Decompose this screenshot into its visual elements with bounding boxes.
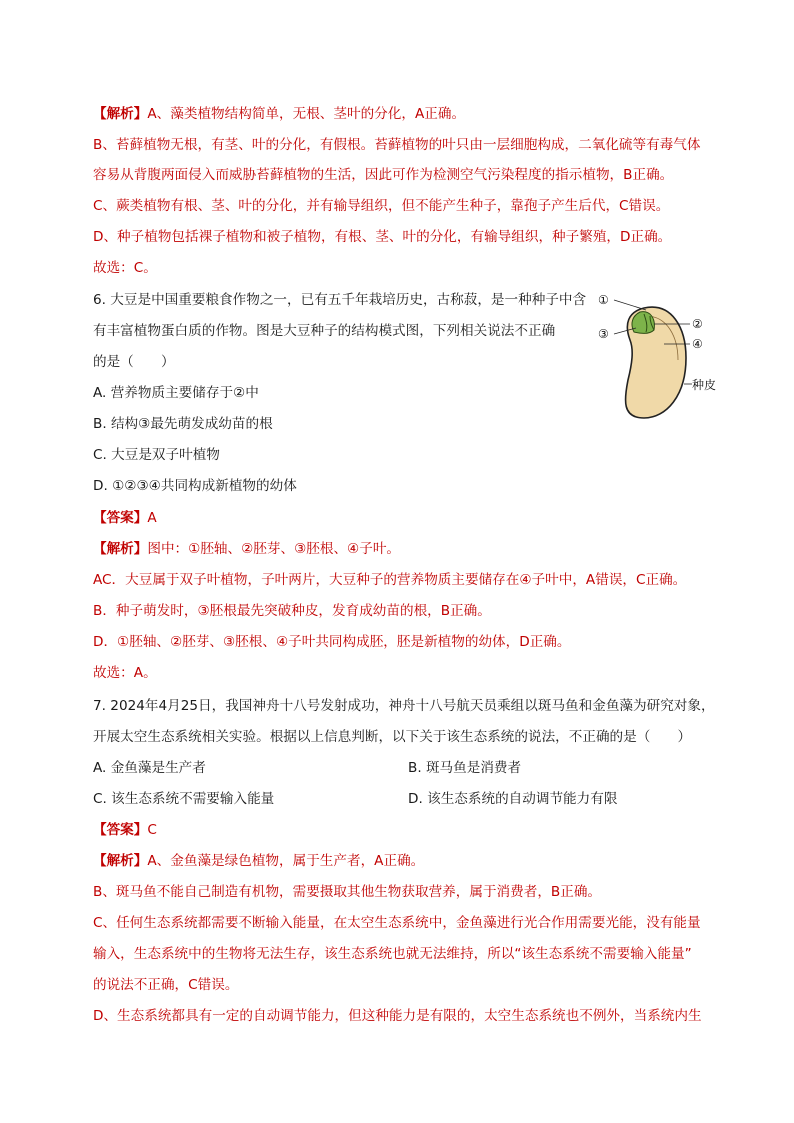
- q6-answer: [93, 508, 157, 528]
- q6-analysis-tag: 【解析】: [93, 541, 148, 557]
- q7-analysis-c-line1: C、任何生态系统都需要不断输入能量，在太空生态系统中，金鱼藻进行光合作用需要光能，没有能量: [93, 915, 701, 931]
- q6-option-c: C. 大豆是双子叶植物: [93, 447, 220, 463]
- q5-analysis-b-line1: B、苔藓植物无根，有茎、叶的分化，有假根。苔藓植物的叶只由一层细胞构成，二氧化硫等有毒气体: [93, 137, 701, 153]
- q7-answer: [93, 820, 157, 840]
- q6-answer-tag: 【答案】: [93, 510, 148, 526]
- diagram-label-2: ②: [692, 317, 703, 331]
- q6-analysis-intro: [93, 539, 400, 559]
- q6-option-a: A. 营养物质主要储存于②中: [93, 385, 259, 401]
- q6-analysis-b: B．种子萌发时，③胚根最先突破种皮，发育成幼苗的根，B正确。: [93, 603, 491, 619]
- q7-analysis-tag: 【解析】: [93, 853, 148, 869]
- q7-option-d: D. 该生态系统的自动调节能力有限: [408, 791, 618, 807]
- q5-analysis-a: [93, 104, 465, 124]
- q7-analysis-c-line2: 输入，生态系统中的生物将无法生存，该生态系统也就无法维持，所以“该生态系统不需要输入能量”: [93, 946, 692, 962]
- q7-option-c: C. 该生态系统不需要输入能量: [93, 791, 275, 807]
- q5-analysis-d: D、种子植物包括裸子植物和被子植物，有根、茎、叶的分化，有输导组织，种子繁殖，D正确。: [93, 229, 672, 245]
- q7-answer-tag: 【答案】: [93, 822, 148, 838]
- soybean-seed-diagram: [594, 288, 734, 428]
- q5-choice: 故选：C。: [93, 260, 157, 276]
- q6-option-d: D. ①②③④共同构成新植物的幼体: [93, 478, 297, 494]
- q5-analysis-a-text: A、藻类植物结构简单，无根、茎叶的分化，A正确。: [147, 106, 466, 122]
- q7-analysis-a-text: A、金鱼藻是绿色植物，属于生产者，A正确。: [147, 853, 425, 869]
- q7-analysis-a: [93, 851, 424, 871]
- q6-stem-line1: 6. 大豆是中国重要粮食作物之一，已有五千年栽培历史，古称菽，是一种种子中含: [93, 292, 587, 308]
- q6-option-b: B. 结构③最先萌发成幼苗的根: [93, 416, 273, 432]
- diagram-label-4: ④: [692, 337, 703, 351]
- diagram-label-3: ③: [598, 327, 609, 341]
- q7-analysis-d: D、生态系统都具有一定的自动调节能力，但这种能力是有限的，太空生态系统也不例外，当系统内生: [93, 1008, 702, 1024]
- q6-stem-line3: 的是（ ）: [93, 354, 175, 370]
- q5-analysis-tag: 【解析】: [93, 106, 148, 122]
- q5-analysis-c: C、蕨类植物有根、茎、叶的分化，并有输导组织，但不能产生种子，靠孢子产生后代，C错误。: [93, 198, 670, 214]
- q6-analysis-d: D．①胚轴、②胚芽、③胚根、④子叶共同构成胚，胚是新植物的幼体，D正确。: [93, 634, 571, 650]
- q6-analysis-ac: AC．大豆属于双子叶植物，子叶两片，大豆种子的营养物质主要储存在④子叶中，A错误，C正确。: [93, 572, 687, 588]
- q5-analysis-b-line2: 容易从背腹两面侵入而威胁苔藓植物的生活，因此可作为检测空气污染程度的指示植物，B正确。: [93, 167, 674, 183]
- q6-stem-line2: 有丰富植物蛋白质的作物。图是大豆种子的结构模式图，下列相关说法不正确: [93, 323, 556, 339]
- q6-choice: 故选：A。: [93, 665, 157, 681]
- q7-stem-line1: 7. 2024年4月25日，我国神舟十八号发射成功，神舟十八号航天员乘组以斑马鱼和金鱼藻为研究对象，: [93, 698, 715, 714]
- q7-stem-line2: 开展太空生态系统相关实验。根据以上信息判断，以下关于该生态系统的说法，不正确的是（ ）: [93, 729, 692, 745]
- diagram-label-1: ①: [598, 293, 609, 307]
- diagram-label-seed-coat: 种皮: [692, 378, 717, 392]
- q7-option-a: A. 金鱼藻是生产者: [93, 760, 206, 776]
- q6-analysis-intro-text: 图中：①胚轴、②胚芽、③胚根、④子叶。: [147, 541, 401, 557]
- q7-answer-value: C: [147, 822, 157, 838]
- q7-analysis-c-line3: 的说法不正确，C错误。: [93, 977, 239, 993]
- q7-option-b: B. 斑马鱼是消费者: [408, 760, 522, 776]
- q7-analysis-b: B、斑马鱼不能自己制造有机物，需要摄取其他生物获取营养，属于消费者，B正确。: [93, 884, 602, 900]
- q6-answer-value: A: [147, 510, 157, 526]
- leader-line-1: [614, 300, 646, 310]
